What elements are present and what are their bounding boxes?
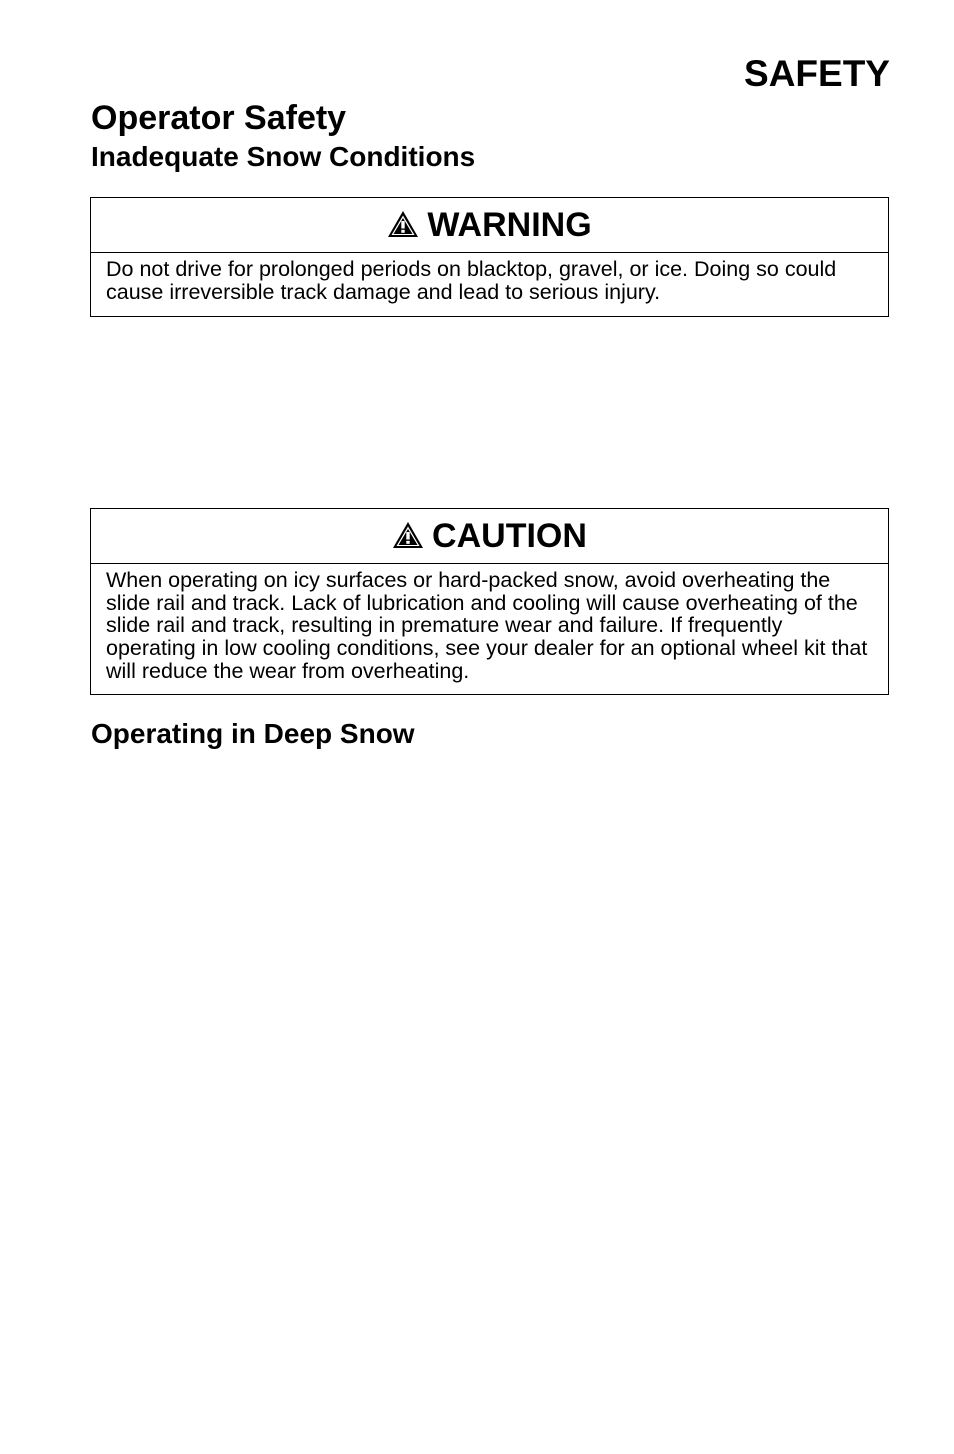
warning-triangle-icon	[387, 210, 419, 238]
section-header: SAFETY	[744, 53, 890, 94]
warning-title: WARNING	[427, 206, 592, 244]
warning-box	[90, 197, 889, 317]
caution-text: When operating on icy surfaces or hard-packed snow, avoid overheating the slide rail and track. Lack of lubrication and cooling will cause overheating of the slide rail and track, resulting in premature wear and failure. If frequently operating in low cooling conditions, see your dealer for an optional wheel kit that will reduce the wear from overheating.	[106, 568, 868, 683]
caution-title: CAUTION	[432, 517, 587, 555]
warning-text: Do not drive for prolonged periods on blacktop, gravel, or ice. Doing so could cause irreversible track damage and lead to serious injury.	[106, 257, 837, 304]
caution-triangle-icon	[392, 521, 424, 549]
warning-title-bar	[91, 198, 888, 253]
page-title: Operator Safety	[91, 99, 347, 137]
deep-snow-heading: Operating in Deep Snow	[91, 718, 415, 749]
caution-box	[90, 508, 889, 695]
caution-title-bar	[91, 509, 888, 564]
subsection-title: Inadequate Snow Conditions	[91, 141, 476, 172]
